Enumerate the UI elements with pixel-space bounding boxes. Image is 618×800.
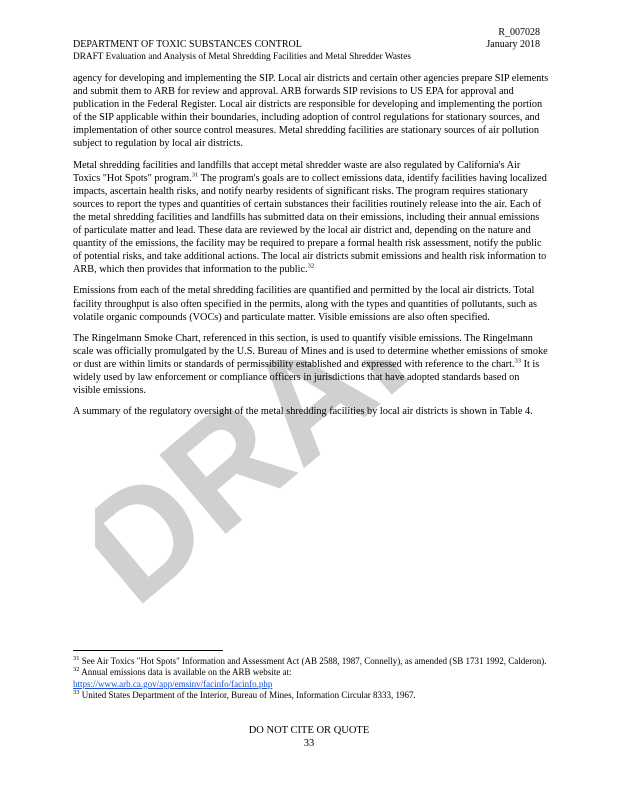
paragraph-2-text-a: Metal shredding facilities and landfills that accept metal shredder waste are also regulated by California's Air Toxics "Hot Spots" program.	[73, 159, 521, 184]
body-text	[73, 72, 549, 426]
paragraph-5: A summary of the regulatory oversight of the metal shredding facilities by local air districts is shown in Table 4.	[73, 406, 533, 418]
citation-notice: DO NOT CITE OR QUOTE	[248, 725, 370, 736]
watermark-text: DRAFT	[95, 360, 435, 620]
footnote-ref-31[interactable]: 31	[191, 171, 199, 179]
page-number: 33	[303, 738, 315, 749]
footnote-31-text: See Air Toxics "Hot Spots" Information and Assessment Act (AB 2588, 1987, Connelly), as amended (SB 1731 1992, Calderon).	[79, 656, 547, 666]
footnote-32	[73, 667, 549, 678]
footnote-33-number: 33	[73, 689, 80, 697]
footnote-32-link-line	[73, 679, 549, 690]
footnote-31	[73, 656, 549, 667]
document-subtitle: DRAFT Evaluation and Analysis of Metal Shredding Facilities and Metal Shredder Wastes	[73, 52, 411, 62]
paragraph-2-text-b: The program's goals are to collect emissions data, identify facilities having localized impacts, ascertain health risks, and notify nearby residents of significant risks. The program requires stationary sources to report the types and quantities of certain substances their facilities routinely release into the air. Each of the metal shredding facilities and landfills has submitted data on their emissions, including their annual emissions of particulate matter and lead. These data are reviewed by the local air district and, depending on the nature and quantity of the emissions, the facility may be required to prepare a formal health risk assessment, notify the public of potential risks, and take additional actions. The local air districts submit emissions and health risk information to ARB, which then provides that information to the public.	[73, 172, 547, 276]
footnote-33	[73, 690, 549, 701]
footnote-ref-32[interactable]: 32	[307, 262, 315, 270]
footnote-33-text: United States Department of the Interior, Bureau of Mines, Information Circular 8333, 1967.	[79, 690, 416, 701]
header-right	[486, 27, 540, 51]
arb-emissions-link[interactable]: https://www.arb.ca.gov/app/emsinv/facinfo/facinfo.php	[73, 678, 273, 689]
footnote-divider	[73, 650, 223, 651]
footnote-32-text: Annual emissions data is available on the ARB website at:	[79, 667, 292, 678]
paragraph-1: agency for developing and implementing the SIP. Local air districts and certain other agencies prepare SIP elements and submit them to ARB for review and approval. ARB forwards SIP revisions to US EPA for approval and publication in the Federal Register. Local air districts are responsible for developing and implementing the portion of the SIP applicable within their boundaries, including adoption of control regulations for stationary sources, and implementation of other source control measures. Metal shredding facilities are stationary sources of air pollution subject to regulation by local air districts.	[73, 73, 549, 150]
footnote-31-number: 31	[73, 655, 80, 662]
header-left	[73, 39, 411, 63]
footnote-ref-33[interactable]: 33	[514, 357, 521, 365]
paragraph-3: Emissions from each of the metal shredding facilities are quantified and permitted by the local air districts. Total facility throughput is also often specified in the permits, along with the types and quantities of pollutants, such as volatile organic compounds (VOCs) and particulate matter. Visible emissions are also often specified.	[73, 285, 538, 323]
paragraph-2	[73, 159, 549, 277]
document-id: R_007028	[498, 27, 540, 38]
paragraph-4-text-b: It is widely used by law enforcement or compliance officers in jurisdictions that have adopted standards based on visible emissions.	[73, 358, 540, 397]
paragraph-4	[73, 332, 549, 397]
footnote-32-number: 32	[73, 666, 80, 674]
paragraph-4-text-a: The Ringelmann Smoke Chart, referenced in this section, is used to quantify visible emissions. The Ringelmann scale was officially promulgated by the U.S. Bureau of Mines and is used to determine whether emissions of smoke or dust are within limits or standards of permissibility established and expressed with reference to the chart.	[73, 332, 548, 370]
department-name: DEPARTMENT OF TOXIC SUBSTANCES CONTROL	[73, 39, 302, 50]
document-date: January 2018	[486, 39, 540, 50]
page-footer	[0, 724, 618, 750]
footnotes	[73, 656, 549, 702]
